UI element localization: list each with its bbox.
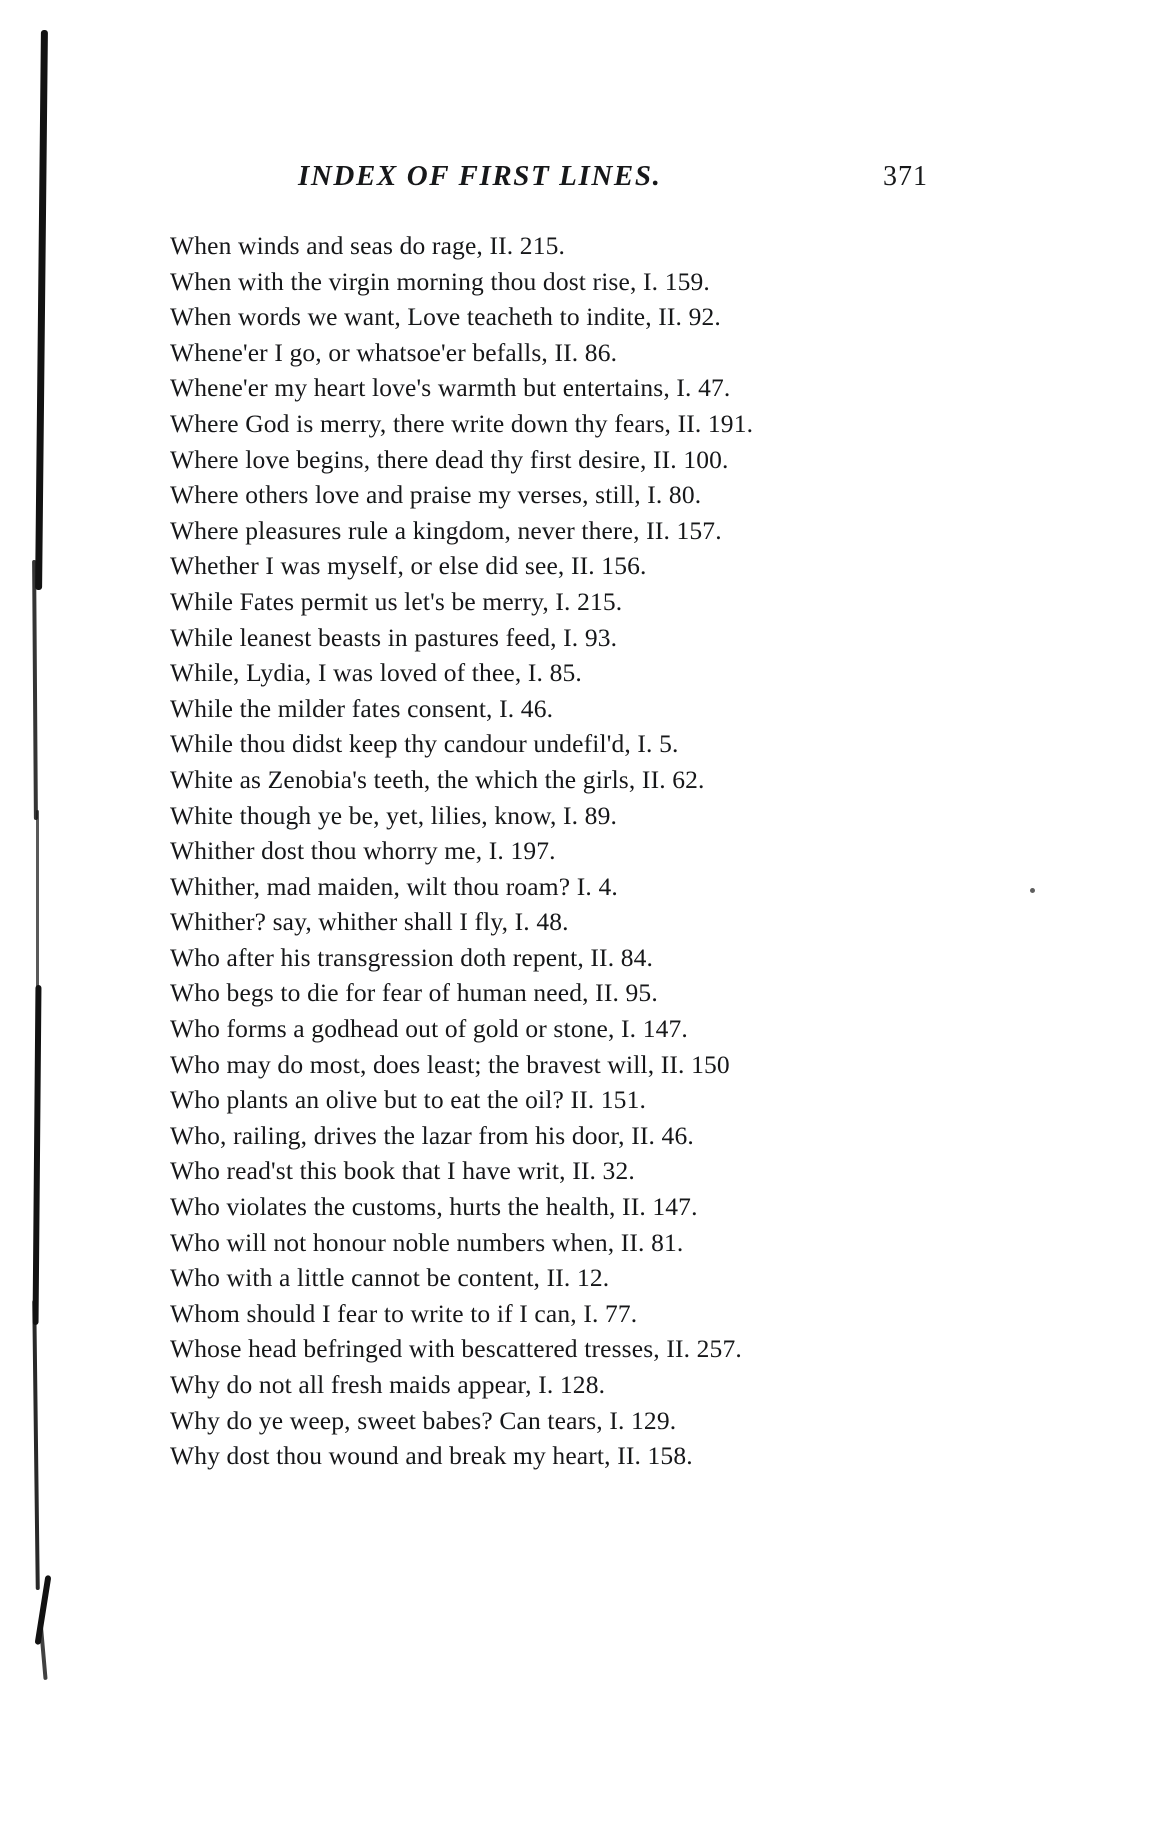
index-entry: Whither? say, whither shall I fly, I. 48. <box>170 907 569 937</box>
index-entry: Where pleasures rule a kingdom, never there, II. 157. <box>170 515 722 545</box>
index-entry: While, Lydia, I was loved of thee, I. 85. <box>170 658 582 688</box>
index-entry: Whither, mad maiden, wilt thou roam? I. 4. <box>170 871 618 901</box>
index-entry: While leanest beasts in pastures feed, I. 93. <box>170 622 618 652</box>
index-entry: When with the virgin morning thou dost rise, I. 159. <box>170 266 710 296</box>
index-entry: White as Zenobia's teeth, the which the girls, II. 62. <box>170 764 705 794</box>
index-entry: Who after his transgression doth repent, II. 84. <box>170 942 654 972</box>
index-entry: When winds and seas do rage, II. 215. <box>170 231 566 260</box>
index-entry: When words we want, Love teacheth to indite, II. 92. <box>170 302 721 332</box>
page-header <box>168 160 928 193</box>
index-entry: Where God is merry, there write down thy fears, II. 191. <box>170 408 754 438</box>
index-entry: Who, railing, drives the lazar from his door, II. 46. <box>170 1120 694 1150</box>
index-entry: Who plants an olive but to eat the oil? II. 151. <box>170 1085 646 1115</box>
index-entry: While Fates permit us let's be merry, I. 215. <box>170 586 623 616</box>
index-entry: While thou didst keep thy candour undefil'd, I. 5. <box>170 729 679 759</box>
index-entry: Who may do most, does least; the bravest will, II. 150 <box>170 1049 730 1079</box>
index-entry: Who forms a godhead out of gold or stone, I. 147. <box>170 1014 688 1044</box>
index-entry: Who read'st this book that I have writ, II. 32. <box>170 1156 635 1186</box>
index-entry: Whom should I fear to write to if I can, I. 77. <box>170 1298 638 1328</box>
index-entry: Where others love and praise my verses, still, I. 80. <box>170 480 702 510</box>
index-entry: Why dost thou wound and break my heart, II. 158. <box>170 1441 693 1471</box>
index-entry: Who begs to die for fear of human need, II. 95. <box>170 978 658 1008</box>
index-entry: Whene'er I go, or whatsoe'er befalls, II. 86. <box>170 337 618 367</box>
index-entry: Why do not all fresh maids appear, I. 128. <box>170 1370 606 1399</box>
index-entry: Whither dost thou whorry me, I. 197. <box>170 836 556 866</box>
index-entry: White though ye be, yet, lilies, know, I. 89. <box>170 800 618 830</box>
index-entry: Who will not honour noble numbers when, II. 81. <box>170 1227 684 1257</box>
index-entry: Whose head befringed with bescattered tresses, II. 257. <box>170 1334 742 1364</box>
index-entry: Whene'er my heart love's warmth but entertains, I. 47. <box>170 373 731 403</box>
index-entry: Whether I was myself, or else did see, II. 156. <box>170 551 647 581</box>
page-number: 371 <box>883 161 928 192</box>
index-entry: Why do ye weep, sweet babes? Can tears, I. 129. <box>170 1405 677 1435</box>
index-of-first-lines-list <box>170 228 970 1474</box>
index-entry: Who with a little cannot be content, II. 12. <box>170 1263 610 1293</box>
index-entry: Where love begins, there dead thy first desire, II. 100. <box>170 444 729 474</box>
index-entry: While the milder fates consent, I. 46. <box>170 693 554 723</box>
running-title: INDEX OF FIRST LINES. <box>298 160 662 192</box>
scan-speck <box>1030 888 1035 893</box>
index-entry: Who violates the customs, hurts the health, II. 147. <box>170 1192 698 1222</box>
